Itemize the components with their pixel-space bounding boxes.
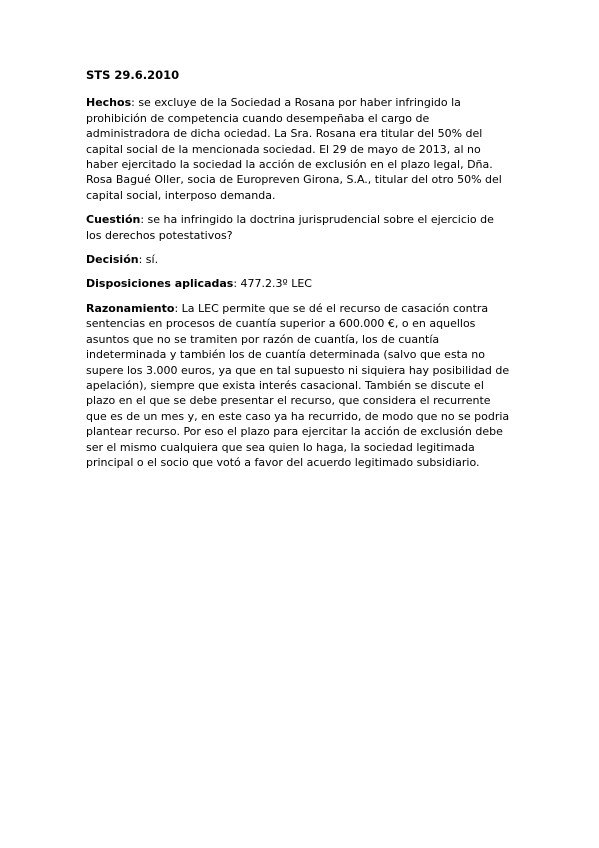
line: administradora de dicha ociedad. La Sra. Rosana era titular del 50% del bbox=[86, 127, 483, 141]
line: capital social de la mencionada sociedad. El 29 de mayo de 2013, al no bbox=[86, 142, 481, 156]
line: haber ejercitado la sociedad la acción de exclusión en el plazo legal, Dña. bbox=[86, 158, 493, 172]
paragraph-decision bbox=[86, 252, 518, 267]
document-title: STS 29.6.2010 bbox=[86, 68, 180, 82]
label-hechos: Hechos bbox=[86, 96, 132, 110]
document-page bbox=[86, 68, 518, 479]
paragraph-razonamiento bbox=[86, 301, 518, 470]
line: apelación), siempre que exista interés casacional. También se discute el bbox=[86, 378, 484, 392]
label-cuestion: Cuestión bbox=[86, 213, 141, 227]
line: Cuestión: se ha infringido la doctrina jurisprudencial sobre el ejercicio de bbox=[86, 213, 494, 227]
line: sentencias en procesos de cuantía superior a 600.000 €, o en aquellos bbox=[86, 317, 476, 331]
line: los derechos potestativos? bbox=[86, 228, 233, 242]
line: plazo en el que se debe presentar el recurso, que considera el recurrente bbox=[86, 394, 491, 408]
line: Hechos: se excluye de la Sociedad a Rosana por haber infringido la bbox=[86, 96, 461, 110]
line: ser el mismo cualquiera que sea quien lo haga, la sociedad legitimada bbox=[86, 440, 475, 454]
label-razonamiento: Razonamiento bbox=[86, 301, 175, 315]
line: Razonamiento: La LEC permite que se dé el recurso de casación contra bbox=[86, 301, 489, 315]
line: supere los 3.000 euros, ya que en tal supuesto ni siquiera hay posibilidad de bbox=[86, 363, 510, 377]
line: principal o el socio que votó a favor del acuerdo legitimado subsidiario. bbox=[86, 455, 480, 469]
label-decision: Decisión bbox=[86, 253, 139, 267]
paragraph-hechos bbox=[86, 95, 518, 203]
line: plantear recurso. Por eso el plazo para ejercitar la acción de exclusión debe bbox=[86, 425, 503, 439]
line: indeterminada y también los de cuantía determinada (salvo que esta no bbox=[86, 348, 485, 362]
line: capital social, interposo demanda. bbox=[86, 188, 276, 202]
label-disposiciones: Disposiciones aplicadas bbox=[86, 277, 234, 291]
paragraph-disposiciones bbox=[86, 276, 518, 291]
line: Disposiciones aplicadas: 477.2.3º LEC bbox=[86, 277, 312, 291]
line: Decisión: sí. bbox=[86, 253, 159, 267]
line: Rosa Bagué Oller, socia de Europreven Girona, S.A., titular del otro 50% del bbox=[86, 173, 502, 187]
line: que es de un mes y, en este caso ya ha recurrido, de modo que no se podria bbox=[86, 409, 510, 423]
line: prohibición de competencia cuando desempeñaba el cargo de bbox=[86, 111, 430, 125]
paragraph-cuestion bbox=[86, 212, 518, 243]
line: asuntos que no se tramiten por razón de cuantía, los de cuantía bbox=[86, 332, 440, 346]
